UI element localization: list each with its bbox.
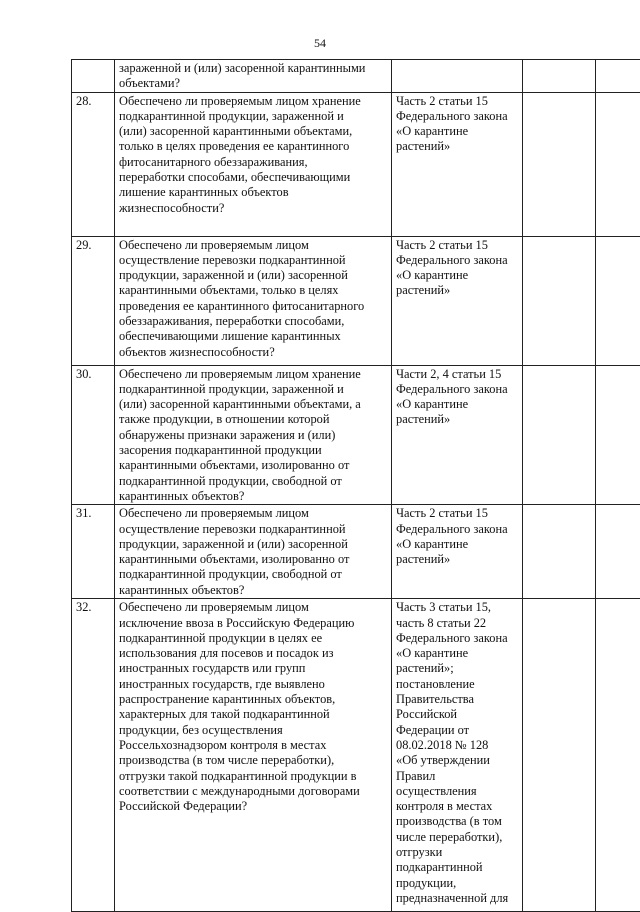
answer-cell <box>523 92 596 236</box>
question-text: Обеспечено ли проверяемым лицом хранение подкарантинной продукции, зараженной и (или) засоренной карантинными объектами, только в целях проведения ее карантинного фитосанитарного обеззараживания, переработки способами, обеспечивающими лишение карантинных объектов жизнеспособности? <box>119 94 361 215</box>
number-cell <box>72 599 115 912</box>
note-cell <box>596 60 640 93</box>
legal-basis-text: Части 2, 4 статьи 15 Федерального закона «О карантине растений» <box>396 367 508 427</box>
question-text: зараженной и (или) засоренной карантинными объектами? <box>119 61 365 90</box>
question-cell <box>115 505 392 599</box>
answer-cell <box>523 365 596 505</box>
question-text: Обеспечено ли проверяемым лицом исключение ввоза в Российскую Федерацию подкарантинной продукции в целях ее использования для посевов и посадок из иностранных государств или групп иностранных государств, где выявлено распространение карантинных объектов, характерных для такой подкарантинной продукции, без осуществления Россельхознадзором контроля в местах производства (в том числе переработки), отгрузки такой подкарантинной продукции в соответствии с международными договорами Российской Федерации? <box>119 600 360 813</box>
answer-cell <box>523 236 596 365</box>
checklist-table <box>71 59 640 912</box>
legal-basis-cell <box>392 599 523 912</box>
page-number: 54 <box>0 36 640 50</box>
number-cell <box>72 60 115 93</box>
table-row <box>72 365 640 505</box>
question-cell <box>115 365 392 505</box>
row-number: 31. <box>76 506 92 520</box>
number-cell <box>72 236 115 365</box>
question-text: Обеспечено ли проверяемым лицом осуществление перевозки подкарантинной продукции, зараженной и (или) засоренной карантинными объектами, только в целях проведения ее карантинного фитосанитарного обеззараживания, переработки способами, обеспечивающими лишение карантинных объектов жизнеспособности? <box>119 238 364 359</box>
question-cell <box>115 599 392 912</box>
number-cell <box>72 505 115 599</box>
number-cell <box>72 92 115 236</box>
legal-basis-cell <box>392 236 523 365</box>
legal-basis-text: Часть 2 статьи 15 Федерального закона «О карантине растений» <box>396 238 508 298</box>
table-row <box>72 236 640 365</box>
table-row <box>72 599 640 912</box>
row-number: 30. <box>76 367 92 381</box>
table-row <box>72 505 640 599</box>
note-cell <box>596 92 640 236</box>
question-text: Обеспечено ли проверяемым лицом осуществление перевозки подкарантинной продукции, зараженной и (или) засоренной карантинными объектами, изолированно от подкарантинной продукции, свободной от карантинных объектов? <box>119 506 349 596</box>
legal-basis-text: Часть 3 статьи 15, часть 8 статьи 22 Федерального закона «О карантине растений»; постановление Правительства Российской Федерации от 08.02.2018 № 128 «Об утверждении Правил осуществления контроля в местах производства (в том числе переработки), отгрузки подкарантинной продукции, предназначенной для <box>396 600 508 905</box>
answer-cell <box>523 599 596 912</box>
answer-cell <box>523 60 596 93</box>
table-row <box>72 92 640 236</box>
question-text: Обеспечено ли проверяемым лицом хранение подкарантинной продукции, зараженной и (или) засоренной карантинными объектами, а также продукции, в отношении которой обнаружены признаки заражения и (или) засорения подкарантинной продукции карантинными объектами, изолированно от подкарантинной продукции, свободной от карантинных объектов? <box>119 367 361 503</box>
question-cell <box>115 92 392 236</box>
note-cell <box>596 505 640 599</box>
legal-basis-text: Часть 2 статьи 15 Федерального закона «О карантине растений» <box>396 94 508 154</box>
note-cell <box>596 236 640 365</box>
answer-cell <box>523 505 596 599</box>
note-cell <box>596 599 640 912</box>
legal-basis-cell <box>392 365 523 505</box>
number-cell <box>72 365 115 505</box>
row-number: 28. <box>76 94 92 108</box>
row-number: 32. <box>76 600 92 614</box>
row-number: 29. <box>76 238 92 252</box>
note-cell <box>596 365 640 505</box>
legal-basis-cell <box>392 60 523 93</box>
legal-basis-text: Часть 2 статьи 15 Федерального закона «О карантине растений» <box>396 506 508 566</box>
question-cell <box>115 236 392 365</box>
legal-basis-cell <box>392 505 523 599</box>
question-cell <box>115 60 392 93</box>
legal-basis-cell <box>392 92 523 236</box>
table-row <box>72 60 640 93</box>
